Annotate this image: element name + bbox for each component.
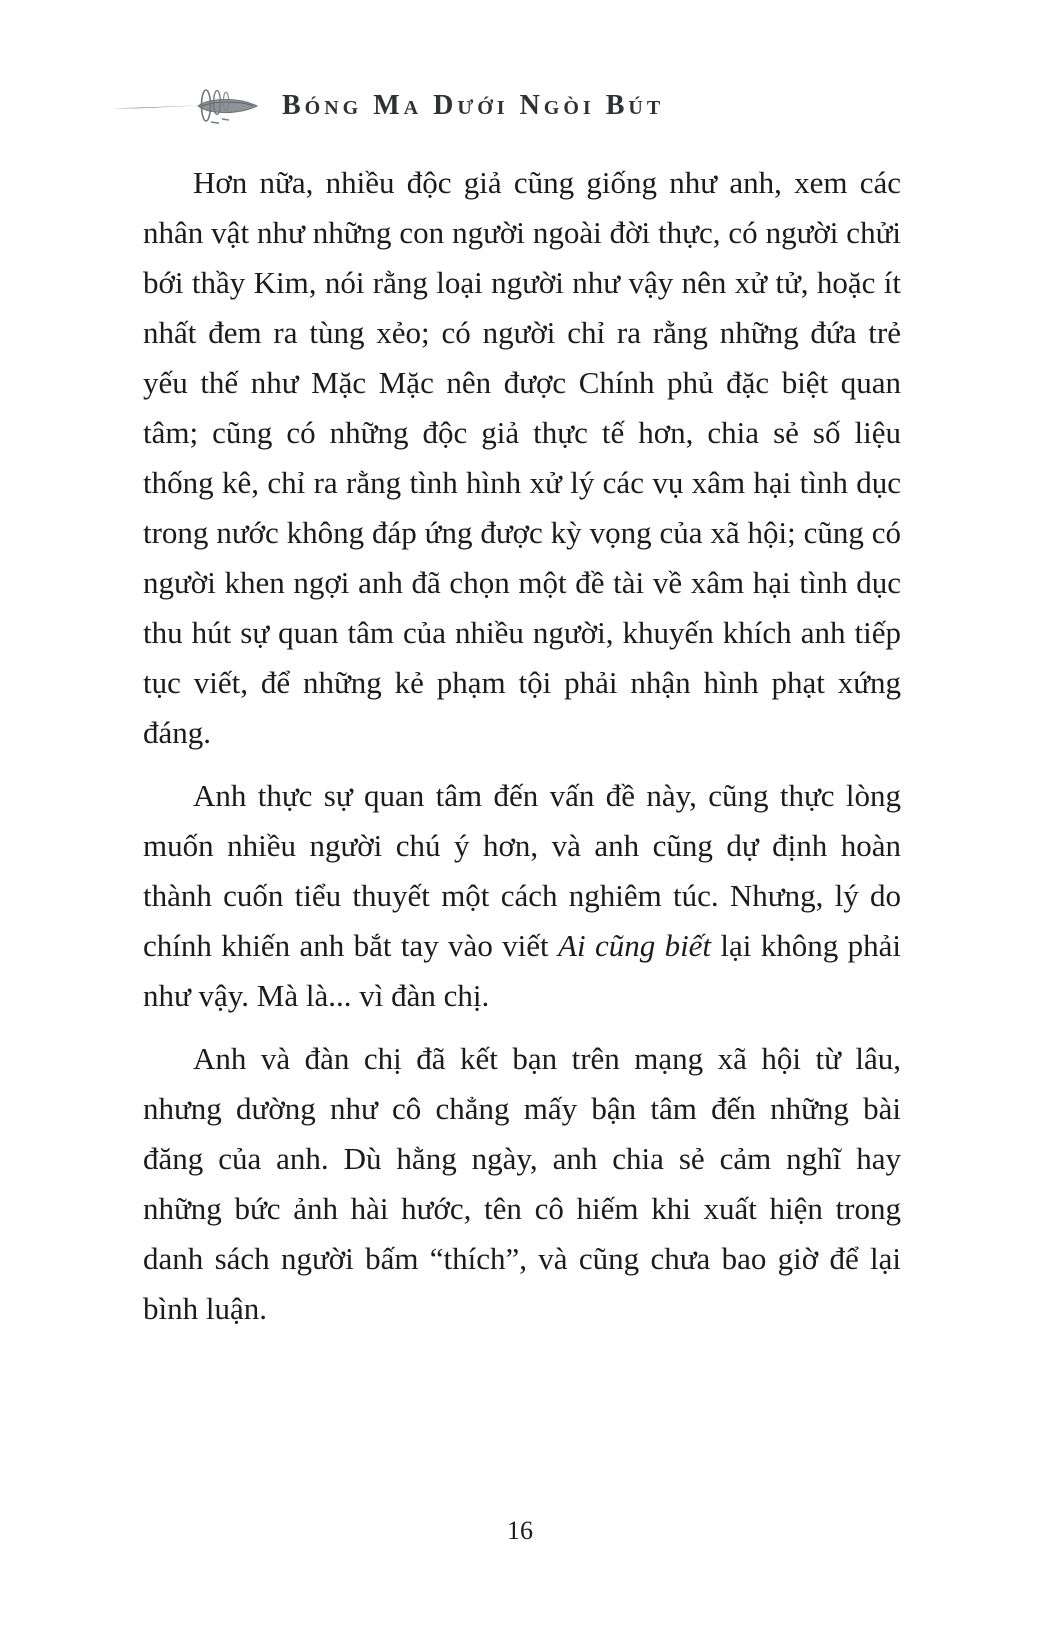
paragraph	[143, 1034, 901, 1334]
text-run: Hơn nữa, nhiều độc giả cũng giống như anh, xem các nhân vật như những con người ngoài đời thực, có người chửi bới thầy Kim, nói rằng loại người như vậy nên xử tử, hoặc ít nhất đem ra tùng xẻo; có người chỉ ra rằng những đứa trẻ yếu thế như Mặc Mặc nên được Chính phủ đặc biệt quan tâm; cũng có những độc giả thực tế hơn, chia sẻ số liệu thống kê, chỉ ra rằng tình hình xử lý các vụ xâm hại tình dục trong nước không đáp ứng được kỳ vọng của xã hội; cũng có người khen ngợi anh đã chọn một đề tài về xâm hại tình dục thu hút sự quan tâm của nhiều người, khuyến khích anh tiếp tục viết, để những kẻ phạm tội phải nhận hình phạt xứng đáng.	[143, 165, 901, 750]
italic-text-run: Ai cũng biết	[558, 928, 712, 963]
running-header	[110, 78, 664, 134]
body-text	[143, 158, 901, 1347]
quill-pen-ornament-icon	[110, 78, 260, 134]
text-run: lại không phải như vậy. Mà là... vì đàn chị.	[143, 928, 902, 1013]
text-run: Anh và đàn chị đã kết bạn trên mạng xã hội từ lâu, nhưng dường như cô chẳng mấy bận tâm đến những bài đăng của anh. Dù hằng ngày, anh chia sẻ cảm nghĩ hay những bức ảnh hài hước, tên cô hiếm khi xuất hiện trong danh sách người bấm “thích”, và cũng chưa bao giờ để lại bình luận.	[143, 1041, 901, 1326]
page-footer	[0, 1516, 1040, 1546]
text-run: Anh thực sự quan tâm đến vấn đề này, cũng thực lòng muốn nhiều người chú ý hơn, và anh cũng dự định hoàn thành cuốn tiểu thuyết một cách nghiêm túc. Nhưng, lý do chính khiến anh bắt tay vào viết	[143, 778, 901, 963]
page-number: 16	[507, 1516, 533, 1545]
paragraph	[143, 771, 901, 1021]
chapter-running-title: Bóng Ma Dưới Ngòi Bút	[282, 90, 665, 121]
paragraph	[143, 158, 901, 758]
